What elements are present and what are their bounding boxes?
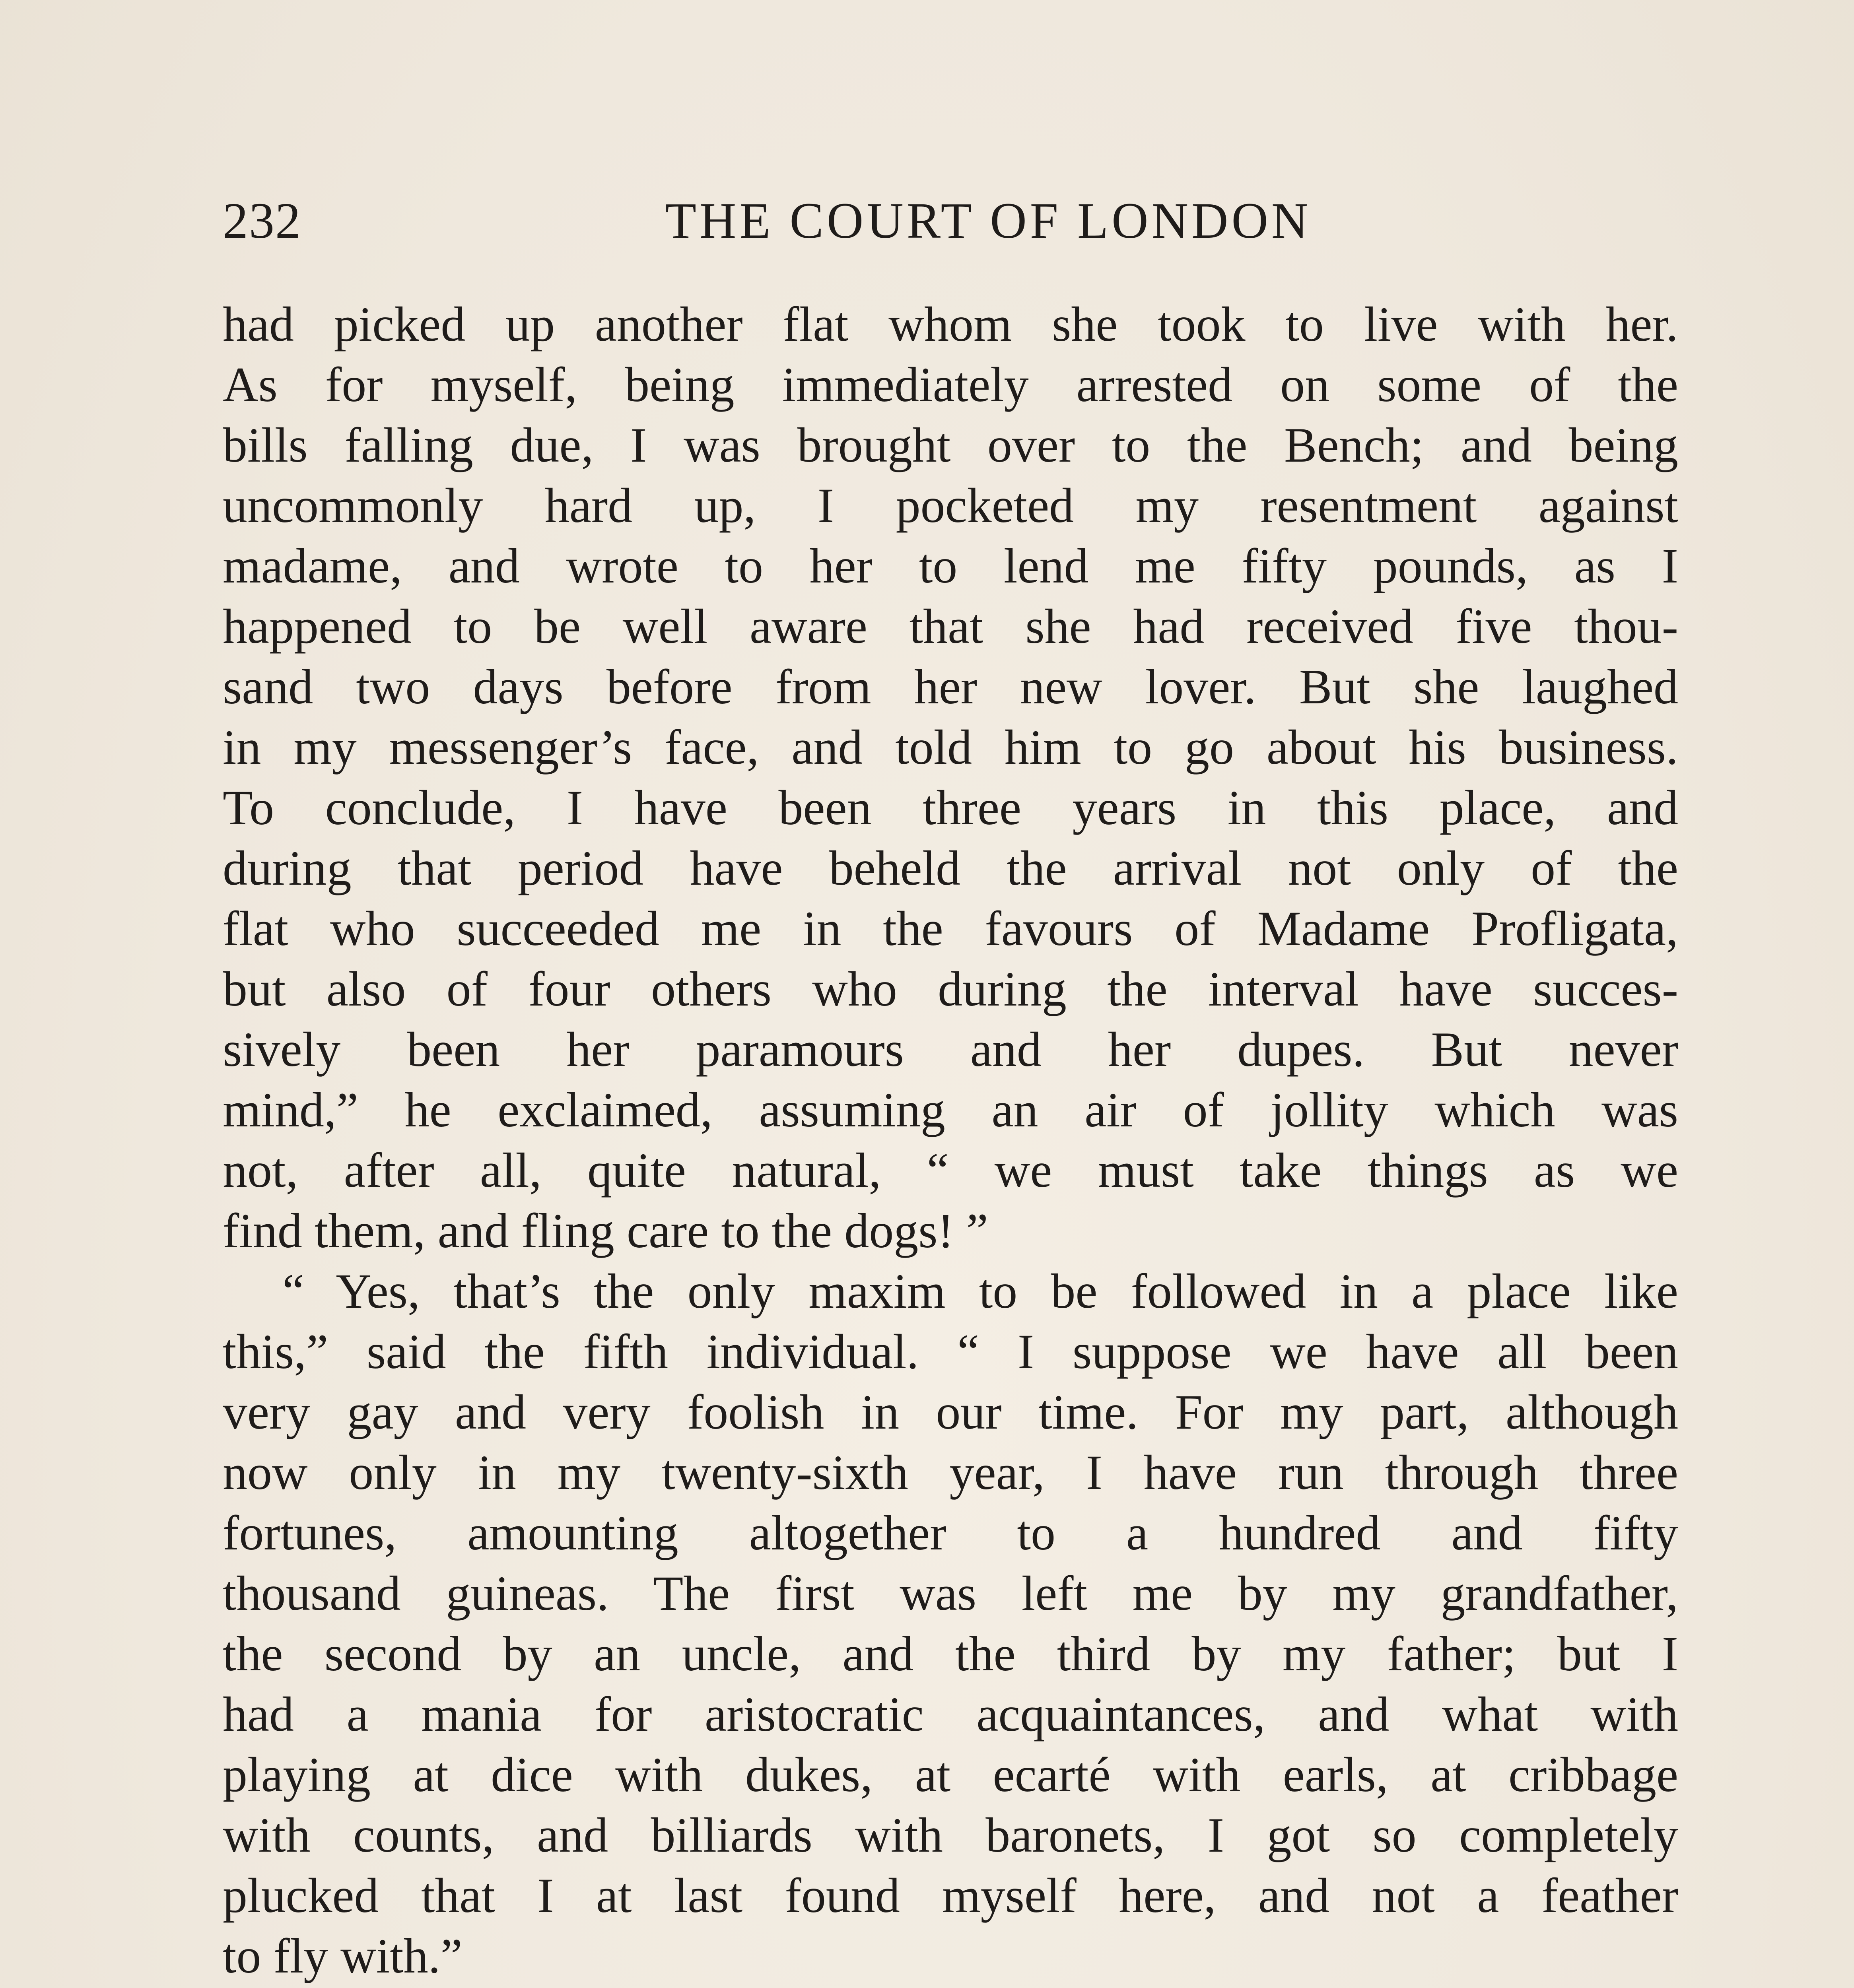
text-line: thousand guineas. The first was left me by my grandfather, [223,1566,1678,1621]
text-line: not, after all, quite natural, “ we must take things as we [223,1143,1678,1198]
text-line: but also of four others who during the interval have succes- [223,962,1678,1016]
text-line: As for myself, being immediately arrested on some of the [223,357,1678,412]
page-header [223,187,1678,254]
text-line: playing at dice with dukes, at ecarté with earls, at cribbage [223,1747,1678,1802]
text-line: sively been her paramours and her dupes. But never [223,1022,1678,1077]
text-line: bills falling due, I was brought over to the Bench; and being [223,418,1678,472]
text-line: sand two days before from her new lover. But she laughed [223,660,1678,714]
text-line: this,” said the fifth individual. “ I suppose we have all been [223,1324,1678,1379]
text-line: plucked that I at last found myself here, and not a feather [223,1868,1678,1923]
page-number: 232 [223,192,301,249]
text-line: now only in my twenty-sixth year, I have run through three [223,1445,1678,1500]
text-line: the second by an uncle, and the third by my father; but I [223,1627,1678,1681]
text-line: flat who succeeded me in the favours of Madame Profligata, [223,901,1678,956]
text-line: had picked up another flat whom she took to live with her. [223,297,1678,351]
text-line: mind,” he exclaimed, assuming an air of jollity which was [223,1083,1678,1137]
text-line: in my messenger’s face, and told him to go about his business. [223,720,1678,775]
text-line: fortunes, amounting altogether to a hundred and fifty [223,1506,1678,1560]
text-line: very gay and very foolish in our time. For my part, although [223,1385,1678,1439]
text-line [223,1986,1678,1988]
text-line: with counts, and billiards with baronets, I got so completely [223,1808,1678,1862]
text-line: during that period have beheld the arrival not only of the [223,841,1678,895]
text-line: had a mania for aristocratic acquaintances, and what with [223,1687,1678,1741]
running-head: THE COURT OF LONDON [665,192,1312,249]
body-text [223,294,1678,1988]
text-line: madame, and wrote to her to lend me fifty pounds, as I [223,539,1678,593]
text-line: To conclude, I have been three years in this place, and [223,780,1678,835]
text-line: uncommonly hard up, I pocketed my resentment against [223,478,1678,533]
text-line: to fly with.” [223,1929,463,1983]
text-line: find them, and fling care to the dogs! ” [223,1204,988,1258]
text-line: “ Yes, that’s the only maxim to be followed in a place like [282,1264,1678,1318]
text-line: happened to be well aware that she had received five thou- [223,599,1678,654]
